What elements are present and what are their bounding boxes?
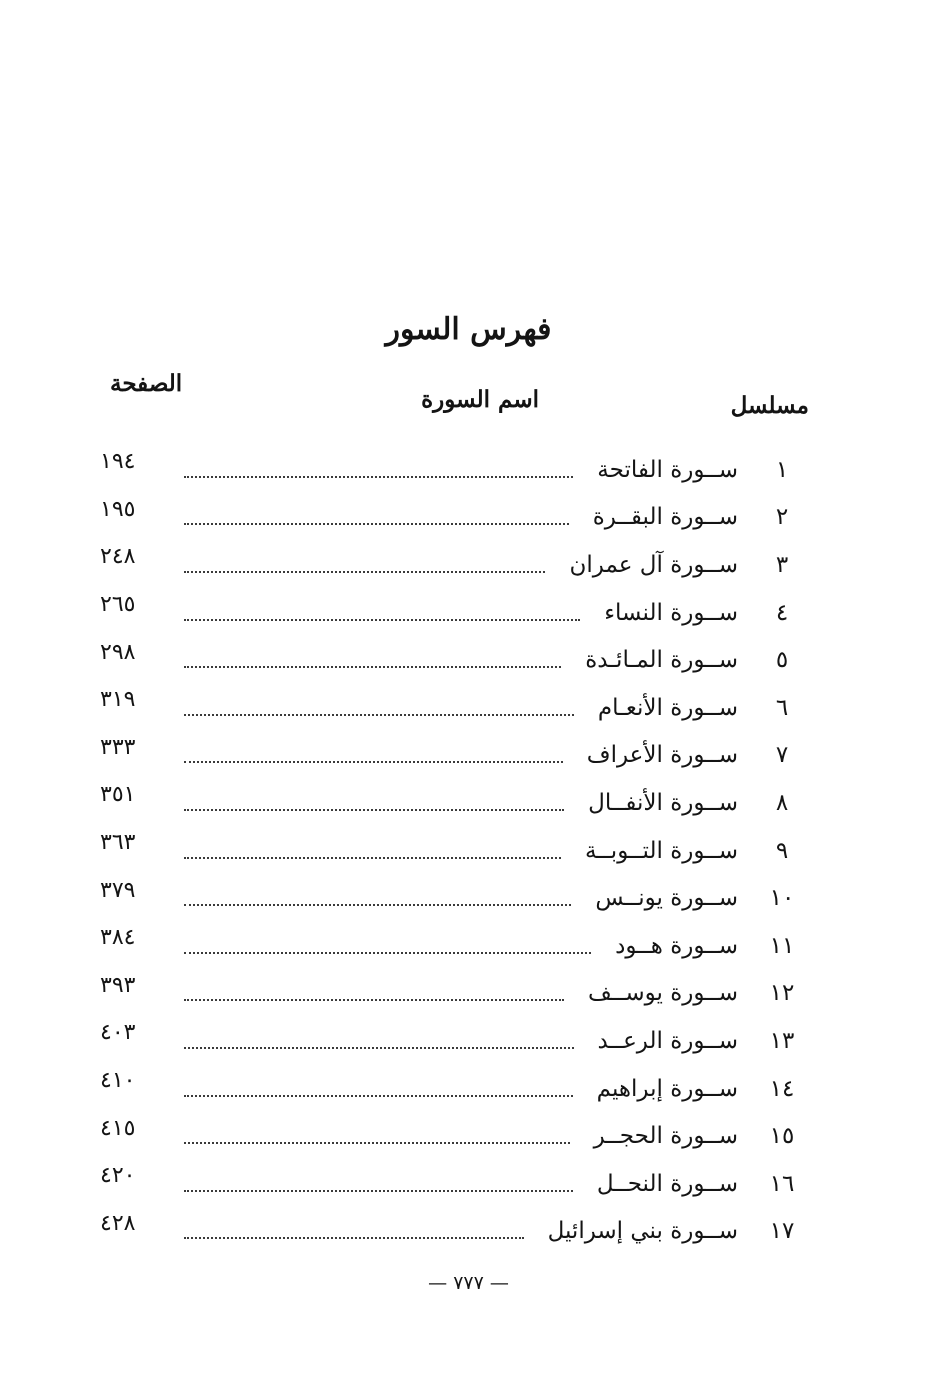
toc-serial: ١٠ — [769, 885, 795, 912]
toc-serial: ١٣ — [769, 1027, 795, 1054]
toc-page-number: ٤٠٣ — [100, 1020, 136, 1046]
toc-page-number: ٤١٠ — [100, 1068, 136, 1094]
dot-leader — [184, 617, 580, 621]
toc-row — [100, 446, 812, 494]
toc-serial: ٩ — [775, 837, 789, 864]
toc-serial: ١١ — [769, 932, 795, 959]
toc-serial: ١٥ — [769, 1123, 795, 1150]
toc-serial: ٣ — [775, 551, 789, 578]
serial-column-header: مسلسل — [730, 392, 809, 419]
page-footer-number: — ٧٧٧ — — [428, 1272, 509, 1294]
toc-row — [100, 922, 812, 970]
toc-serial: ١٢ — [769, 980, 795, 1007]
toc-row — [100, 779, 812, 827]
page-title: فهرس السور — [385, 312, 552, 347]
toc-row — [100, 589, 812, 637]
toc-page-number: ٣٦٣ — [100, 830, 136, 856]
toc-row — [100, 1208, 812, 1256]
toc-page-number: ٣٥١ — [100, 782, 136, 808]
dot-leader — [184, 1093, 573, 1097]
dot-leader — [184, 807, 564, 811]
dot-leader — [184, 521, 569, 525]
toc-page-number: ٤٢٨ — [100, 1210, 136, 1236]
toc-surah-name: ســورة يونــس — [595, 885, 738, 912]
toc-row — [100, 732, 812, 780]
dot-leader — [184, 902, 571, 906]
toc-row — [100, 827, 812, 875]
toc-surah-name: ســورة التــوبــة — [584, 837, 738, 864]
toc-surah-name: ســورة النحــل — [596, 1170, 738, 1197]
toc-row — [100, 636, 812, 684]
dot-leader — [184, 759, 563, 763]
dot-leader — [184, 1235, 524, 1239]
toc-surah-name: ســورة الأنعـام — [597, 694, 738, 721]
toc-surah-name: ســورة المـائـدة — [585, 647, 738, 674]
toc-page-number: ١٩٥ — [100, 496, 136, 522]
toc-serial: ٧ — [775, 742, 789, 769]
toc-surah-name: ســورة الأعراف — [586, 742, 738, 769]
toc-page-number: ٢٤٨ — [100, 544, 136, 570]
dot-leader — [184, 712, 574, 716]
toc-surah-name: ســورة الحجــر — [593, 1123, 738, 1150]
toc-surah-name: ســورة الرعــد — [597, 1027, 738, 1054]
dot-leader — [184, 950, 591, 954]
toc-row — [100, 494, 812, 542]
toc-row — [100, 541, 812, 589]
toc-page-number: ٣٩٣ — [100, 972, 136, 998]
toc-surah-name: ســورة الفاتحة — [597, 456, 738, 483]
toc-page-number: ٤١٥ — [100, 1115, 136, 1141]
toc-page-number: ٢٩٨ — [100, 639, 136, 665]
dot-leader — [184, 855, 561, 859]
toc-list — [100, 446, 812, 1255]
toc-surah-name: ســورة البقــرة — [592, 504, 738, 531]
toc-serial: ٥ — [775, 647, 789, 674]
toc-surah-name: ســورة النساء — [604, 599, 738, 626]
toc-serial: ٦ — [775, 694, 789, 721]
toc-row — [100, 1017, 812, 1065]
dot-leader — [184, 664, 561, 668]
toc-page-number: ٣٨٤ — [100, 925, 136, 951]
toc-surah-name: ســورة هــود — [615, 932, 738, 959]
toc-row — [100, 684, 812, 732]
toc-surah-name: ســورة بني إسرائيل — [547, 1218, 738, 1245]
toc-row — [100, 970, 812, 1018]
toc-row — [100, 1160, 812, 1208]
toc-page-number: ٢٦٥ — [100, 592, 136, 618]
toc-serial: ٢ — [775, 504, 789, 531]
dot-leader — [184, 1045, 574, 1049]
toc-page-number: ١٩٤ — [100, 449, 136, 475]
toc-serial: ١٧ — [769, 1218, 795, 1245]
toc-serial: ١ — [775, 456, 789, 483]
toc-page-number: ٣٧٩ — [100, 877, 136, 903]
dot-leader — [184, 1188, 573, 1192]
page-column-header: الصفحة — [110, 370, 183, 397]
dot-leader — [184, 569, 545, 573]
toc-surah-name: ســورة الأنفــال — [588, 789, 738, 816]
toc-row — [100, 1112, 812, 1160]
surah-name-column-header: اسم السورة — [421, 386, 539, 413]
toc-serial: ١٦ — [769, 1170, 795, 1197]
toc-page-number: ٣١٩ — [100, 687, 136, 713]
toc-serial: ١٤ — [769, 1075, 795, 1102]
toc-serial: ٤ — [775, 599, 789, 626]
toc-page-number: ٣٣٣ — [100, 734, 136, 760]
dot-leader — [184, 1140, 570, 1144]
toc-page-number: ٤٢٠ — [100, 1163, 136, 1189]
toc-row — [100, 874, 812, 922]
toc-surah-name: ســورة آل عمران — [569, 551, 738, 578]
toc-surah-name: ســورة يوســف — [588, 980, 738, 1007]
dot-leader — [184, 997, 564, 1001]
dot-leader — [184, 474, 573, 478]
toc-surah-name: ســورة إبراهيم — [596, 1075, 738, 1102]
toc-row — [100, 1065, 812, 1113]
toc-serial: ٨ — [775, 789, 789, 816]
